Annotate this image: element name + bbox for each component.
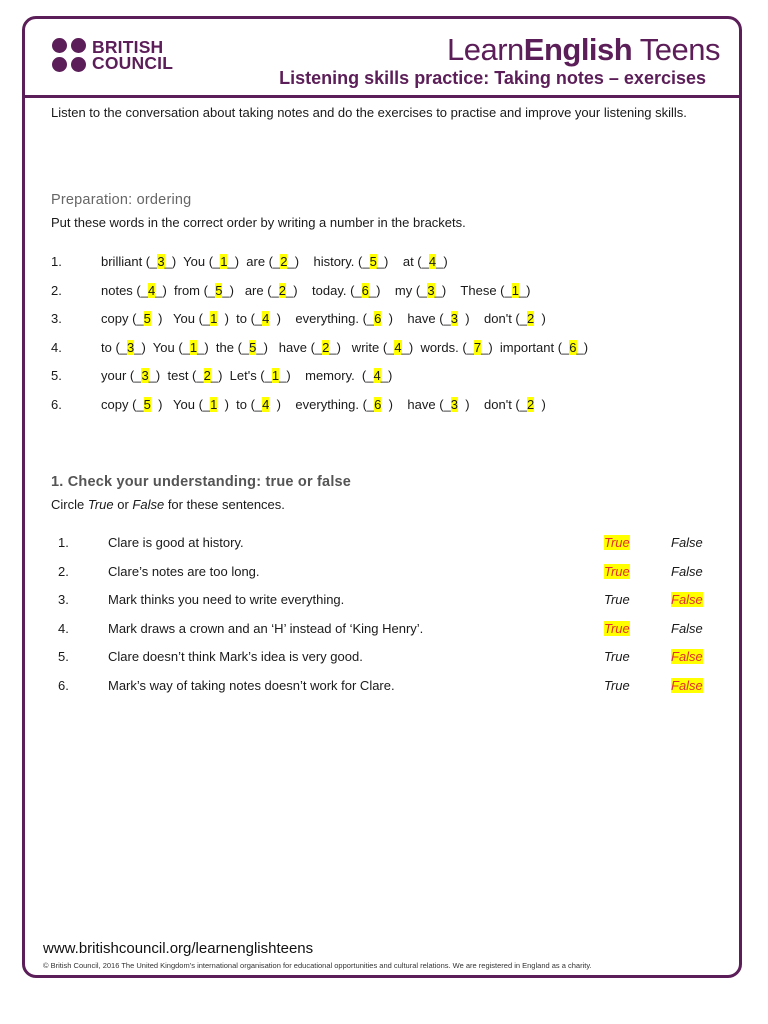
ordering-row-words [101, 311, 546, 326]
ordering-answer[interactable]: 4 [262, 397, 270, 412]
ordering-text: _) have (_ [256, 339, 323, 355]
ordering-text: ) have (_ [381, 397, 451, 412]
ordering-answer[interactable]: 4 [373, 368, 381, 384]
ordering-text: _) write (_ [329, 339, 395, 355]
ordering-text: _) You (_ [164, 254, 221, 269]
tf-row-number: 5. [58, 649, 69, 664]
ordering-answer[interactable]: 1 [210, 311, 218, 327]
ordering-row-words [101, 397, 546, 412]
tf-row-statement: Mark thinks you need to write everything. [108, 592, 345, 607]
tf-row-statement: Clare’s notes are too long. [108, 563, 260, 579]
footer-copyright: © British Council, 2016 The United Kingdom’s international organisation for educational opportunities and cultural relations. We are registered in England as a charity. [43, 961, 592, 970]
true-option[interactable]: True [604, 620, 630, 636]
bc-logo-line1: BRITISH [92, 37, 164, 57]
ordering-row-number: 4. [51, 339, 62, 355]
tf-row-number: 1. [58, 535, 69, 550]
ordering-text: _) [380, 368, 393, 384]
ordering-text: ) don't (_ [458, 311, 527, 327]
ordering-text: _) words. (_ [401, 339, 474, 355]
ordering-text: brilliant (_ [101, 254, 158, 269]
ordering-text: _) [436, 254, 448, 269]
le-logo-english: English [523, 32, 633, 67]
ordering-row [51, 311, 731, 327]
ordering-row-words [101, 283, 531, 298]
ordering-answer[interactable]: 6 [374, 311, 382, 327]
ordering-answer[interactable]: 3 [157, 254, 165, 269]
ordering-text: _) You (_ [134, 339, 190, 355]
ordering-text: ) have (_ [381, 311, 451, 327]
false-option[interactable]: False [671, 535, 703, 550]
true-option[interactable]: True [604, 592, 630, 607]
le-logo-teens: Teens [632, 32, 720, 67]
false-option[interactable]: False [671, 592, 703, 607]
ordering-row-number: 6. [51, 397, 62, 412]
false-option[interactable]: False [671, 649, 703, 664]
false-option[interactable]: False [671, 563, 703, 579]
ordering-text: _) today. (_ [286, 282, 362, 298]
check-heading: 1. Check your understanding: true or false [51, 474, 352, 490]
ordering-row-words [101, 340, 588, 355]
ordering-row-words [101, 368, 392, 383]
ordering-text: ) You (_ [150, 397, 211, 412]
ordering-answer[interactable]: 2 [280, 254, 288, 269]
ordering-answer[interactable]: 4 [428, 254, 437, 269]
ordering-row [51, 340, 731, 356]
ordering-text: your (_ [101, 368, 142, 384]
ordering-row [51, 254, 731, 270]
ordering-text: _) [576, 339, 589, 355]
ordering-text: _) the (_ [197, 339, 250, 355]
tf-row-statement: Clare is good at history. [108, 535, 244, 550]
bc-logo-line2: COUNCIL [92, 53, 174, 73]
ordering-text: copy (_ [101, 311, 144, 327]
true-option[interactable]: True [604, 677, 630, 693]
ordering-answer[interactable]: 1 [189, 339, 198, 355]
true-false-row [58, 535, 718, 551]
ordering-answer[interactable]: 2 [526, 311, 535, 327]
ordering-answer[interactable]: 6 [361, 282, 369, 298]
ordering-answer[interactable]: 5 [249, 339, 257, 355]
ordering-answer[interactable]: 3 [127, 339, 135, 355]
ordering-text: ) [534, 311, 546, 327]
ordering-text: ) to (_ [217, 311, 263, 327]
ordering-text: _) These (_ [434, 282, 512, 298]
ordering-answer[interactable]: 6 [569, 339, 577, 355]
true-false-row [58, 649, 718, 665]
check-instruction: Circle True or False for these sentences. [51, 497, 285, 512]
false-option[interactable]: False [671, 677, 703, 693]
ordering-text: _) at (_ [376, 254, 429, 269]
true-false-row [58, 678, 718, 694]
ordering-answer[interactable]: 1 [210, 397, 218, 412]
true-option[interactable]: True [604, 535, 630, 550]
true-false-row [58, 621, 718, 637]
ordering-answer[interactable]: 2 [322, 339, 330, 355]
ordering-row-words [101, 254, 448, 269]
true-option[interactable]: True [604, 563, 630, 579]
ordering-text: _) memory. (_ [279, 368, 374, 384]
footer-url[interactable]: www.britishcouncil.org/learnenglishteens [43, 940, 314, 957]
ordering-text: ) everything. (_ [269, 311, 375, 327]
ordering-text: _) are (_ [222, 282, 279, 298]
ordering-answer[interactable]: 4 [147, 282, 156, 298]
ordering-text: ) to (_ [217, 397, 263, 412]
ordering-text: to (_ [101, 339, 128, 355]
learnenglish-teens-logo [447, 32, 720, 68]
tf-row-number: 2. [58, 563, 69, 579]
header-divider [22, 95, 742, 98]
ordering-text: ) everything. (_ [269, 397, 375, 412]
tf-row-statement: Clare doesn’t think Mark’s idea is very good. [108, 649, 363, 664]
ordering-row [51, 368, 731, 384]
intro-text: Listen to the conversation about taking notes and do the exercises to practise and improve your listening skills. [51, 105, 687, 120]
ordering-answer[interactable]: 2 [526, 397, 535, 412]
ordering-text: _) important (_ [481, 339, 570, 355]
page-title: Listening skills practice: Taking notes – exercises [279, 68, 706, 88]
ordering-row-number: 1. [51, 254, 62, 269]
ordering-answer[interactable]: 3 [450, 397, 459, 412]
british-council-dots-icon [52, 38, 86, 72]
ordering-text: ) You (_ [150, 311, 211, 327]
ordering-row-number: 3. [51, 311, 62, 327]
ordering-answer[interactable]: 4 [262, 311, 270, 327]
ordering-answer[interactable]: 3 [427, 282, 435, 298]
ordering-text: _) from (_ [155, 282, 216, 298]
tf-row-number: 6. [58, 677, 69, 693]
ordering-row-number: 2. [51, 282, 62, 298]
preparation-heading: Preparation: ordering [51, 192, 192, 208]
ordering-answer[interactable]: 1 [220, 254, 228, 269]
ordering-text: ) don't (_ [458, 397, 527, 412]
false-option[interactable]: False [671, 620, 703, 636]
ordering-text: _) my (_ [368, 282, 428, 298]
ordering-answer[interactable]: 5 [215, 282, 223, 298]
ordering-text: ) [534, 397, 546, 412]
ordering-text: _) [518, 282, 531, 298]
ordering-text: notes (_ [101, 282, 148, 298]
ordering-row [51, 397, 731, 413]
tf-row-statement: Mark’s way of taking notes doesn’t work for Clare. [108, 677, 395, 693]
ordering-answer[interactable]: 4 [394, 339, 402, 355]
tf-row-number: 3. [58, 592, 69, 607]
ordering-answer[interactable]: 3 [141, 368, 149, 384]
tf-row-number: 4. [58, 620, 69, 636]
ordering-answer[interactable]: 2 [203, 368, 211, 384]
ordering-answer[interactable]: 5 [369, 254, 377, 269]
british-council-logo [52, 38, 173, 72]
ordering-answer[interactable]: 1 [271, 368, 280, 384]
ordering-answer[interactable]: 7 [473, 339, 482, 355]
ordering-answer[interactable]: 5 [143, 311, 151, 327]
true-option[interactable]: True [604, 649, 630, 664]
ordering-answer[interactable]: 3 [450, 311, 459, 327]
ordering-text: _) Let's (_ [210, 368, 272, 384]
ordering-row [51, 283, 731, 299]
tf-row-statement: Mark draws a crown and an ‘H’ instead of ‘King Henry’. [108, 620, 424, 636]
true-false-row [58, 592, 718, 608]
ordering-answer[interactable]: 5 [143, 397, 151, 412]
ordering-row-number: 5. [51, 368, 62, 384]
ordering-text: _) are (_ [227, 254, 281, 269]
ordering-text: copy (_ [101, 397, 144, 412]
preparation-instruction: Put these words in the correct order by writing a number in the brackets. [51, 215, 466, 230]
ordering-answer[interactable]: 2 [278, 282, 287, 298]
ordering-text: _) history. (_ [287, 254, 370, 269]
le-logo-learn: Learn [446, 32, 524, 67]
true-false-row [58, 564, 718, 580]
ordering-answer[interactable]: 1 [511, 282, 519, 298]
ordering-text: _) test (_ [148, 368, 204, 384]
ordering-answer[interactable]: 6 [374, 397, 382, 412]
